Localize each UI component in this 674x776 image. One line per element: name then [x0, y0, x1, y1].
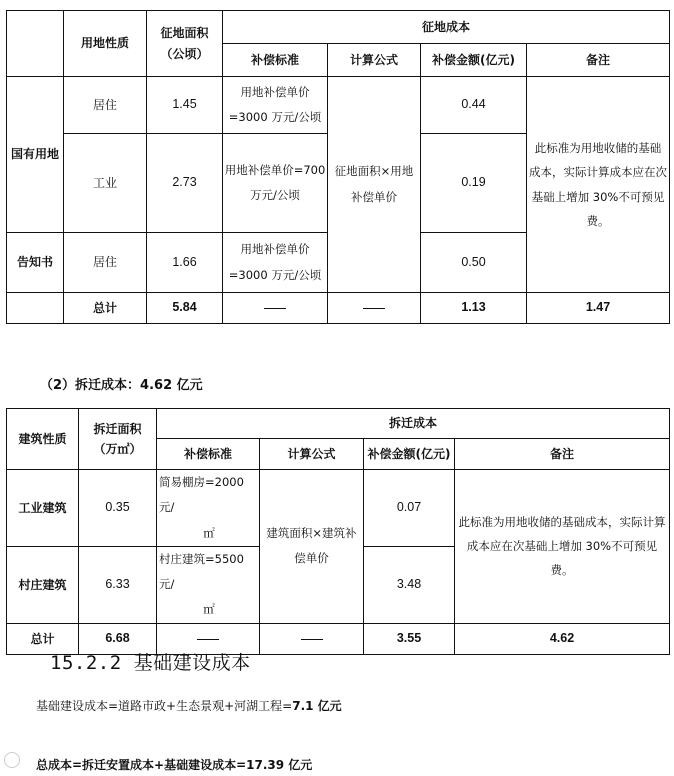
row2-area: 2.73 [147, 134, 223, 233]
row3-type: 居住 [64, 233, 147, 293]
total-note: 1.47 [527, 293, 670, 324]
total-area: 6.68 [79, 623, 157, 654]
row2-amount: 3.48 [364, 546, 455, 623]
header-standard: 补偿标准 [223, 44, 328, 77]
row1-standard [223, 77, 328, 134]
formula-cell [328, 77, 421, 293]
row2-standard-line1: 用地补偿单价=700 [224, 162, 326, 177]
category-state-land: 国有用地 [7, 77, 64, 233]
row1-standard-line2: =3000 万元/公顷 [228, 110, 322, 124]
row1-area: 1.45 [147, 77, 223, 134]
total-note: 4.62 [455, 623, 670, 654]
row3-amount: 0.50 [421, 233, 527, 293]
dash-mark [264, 308, 286, 309]
section-heading: 15.2.2 基础建设成本 [50, 652, 251, 674]
total-amount: 3.55 [364, 623, 455, 654]
row3-standard [223, 233, 328, 293]
header-note: 备注 [455, 439, 670, 470]
dash-mark [301, 639, 323, 640]
note-cell [527, 77, 670, 293]
row2-standard [157, 546, 260, 623]
formula-line1: 征地面积×用地 [334, 164, 414, 179]
watermark-logo-icon [4, 752, 20, 768]
row3-area: 1.66 [147, 233, 223, 293]
header-formula: 计算公式 [328, 44, 421, 77]
total-amount: 1.13 [421, 293, 527, 324]
formula-line2: 偿单价 [294, 551, 329, 566]
header-area [147, 11, 223, 77]
header-land-nature: 用地性质 [64, 11, 147, 77]
row1-standard-line1: 用地补偿单价 [240, 84, 310, 99]
note-line4: 费。 [586, 213, 610, 228]
row2-standard-line2: 万元/公顷 [250, 188, 300, 202]
row2-type: 工业 [64, 134, 147, 233]
header-amount: 补偿金额(亿元) [421, 44, 527, 77]
header-area-unit: （公顷） [160, 46, 209, 61]
total-cost-line: 总成本=拆迁安置成本+基础建设成本=17.39 亿元 [36, 758, 313, 772]
formula-line2: 补偿单价 [351, 189, 397, 204]
row3-standard-line2: =3000 万元/公顷 [228, 267, 322, 282]
row2-area: 6.33 [79, 546, 157, 623]
row2-amount: 0.19 [421, 134, 527, 233]
infrastructure-cost-formula: 基础建设成本=道路市政+生态景观+河湖工程= [36, 699, 293, 713]
header-building-nature: 建筑性质 [7, 409, 79, 470]
header-demolition-cost: 拆迁成本 [157, 409, 670, 439]
header-formula: 计算公式 [260, 439, 364, 470]
total-formula-dash [260, 623, 364, 654]
header-acquisition-cost: 征地成本 [223, 11, 670, 44]
row1-amount: 0.07 [364, 470, 455, 547]
row1-area: 0.35 [79, 470, 157, 547]
header-demolition-area-label: 拆迁面积 [93, 421, 142, 436]
total-standard-dash [223, 293, 328, 324]
note-cell [455, 470, 670, 624]
formula-cell [260, 470, 364, 624]
demolition-table [6, 408, 670, 655]
header-demolition-area [79, 409, 157, 470]
infrastructure-cost-line [36, 697, 342, 714]
header-amount: 补偿金额(亿元) [364, 439, 455, 470]
infrastructure-cost-value: 7.1 亿元 [292, 699, 342, 713]
note-line3: 费。 [550, 563, 574, 578]
note-line1: 此标准为用地收储的基础成本，实际计算 [458, 515, 666, 530]
row1-amount: 0.44 [421, 77, 527, 134]
section-demolition-title: （2）拆迁成本：4.62 亿元 [40, 378, 203, 393]
header-area-label: 征地面积 [160, 26, 209, 41]
note-line2: 成本应在次基础上增加 30%不可预见 [466, 539, 658, 554]
row1-standard [157, 470, 260, 547]
total-label: 总计 [7, 623, 79, 654]
total-area: 5.84 [147, 293, 223, 324]
note-line2: 成本，实际计算成本应在次 [529, 165, 667, 180]
row2-standard-line2: ㎡ [203, 602, 215, 617]
total-blank [7, 293, 64, 324]
total-label: 总计 [64, 293, 147, 324]
row2-type: 村庄建筑 [7, 546, 79, 623]
row1-standard-line1: 简易棚房=2000 元/ [159, 475, 244, 515]
row1-type: 居住 [64, 77, 147, 134]
note-line3: 基础上增加 30%不可预见 [531, 189, 665, 204]
total-formula-dash [328, 293, 421, 324]
row3-standard-line1: 用地补偿单价 [240, 242, 310, 257]
row1-type: 工业建筑 [7, 470, 79, 547]
dash-mark [363, 308, 385, 309]
header-note: 备注 [527, 44, 670, 77]
row1-standard-line2: ㎡ [203, 525, 215, 540]
row2-standard-line1: 村庄建筑=5500 元/ [159, 551, 244, 592]
header-blank [7, 11, 64, 77]
header-demolition-area-unit: （万㎡） [93, 442, 142, 456]
header-standard: 补偿标准 [157, 439, 260, 470]
dash-mark [197, 639, 219, 640]
formula-line1: 建筑面积×建筑补 [266, 526, 357, 541]
note-line1: 此标准为用地收储的基础 [534, 141, 662, 156]
land-acquisition-table [6, 10, 670, 324]
row2-standard [223, 134, 328, 233]
category-notice: 告知书 [7, 233, 64, 293]
